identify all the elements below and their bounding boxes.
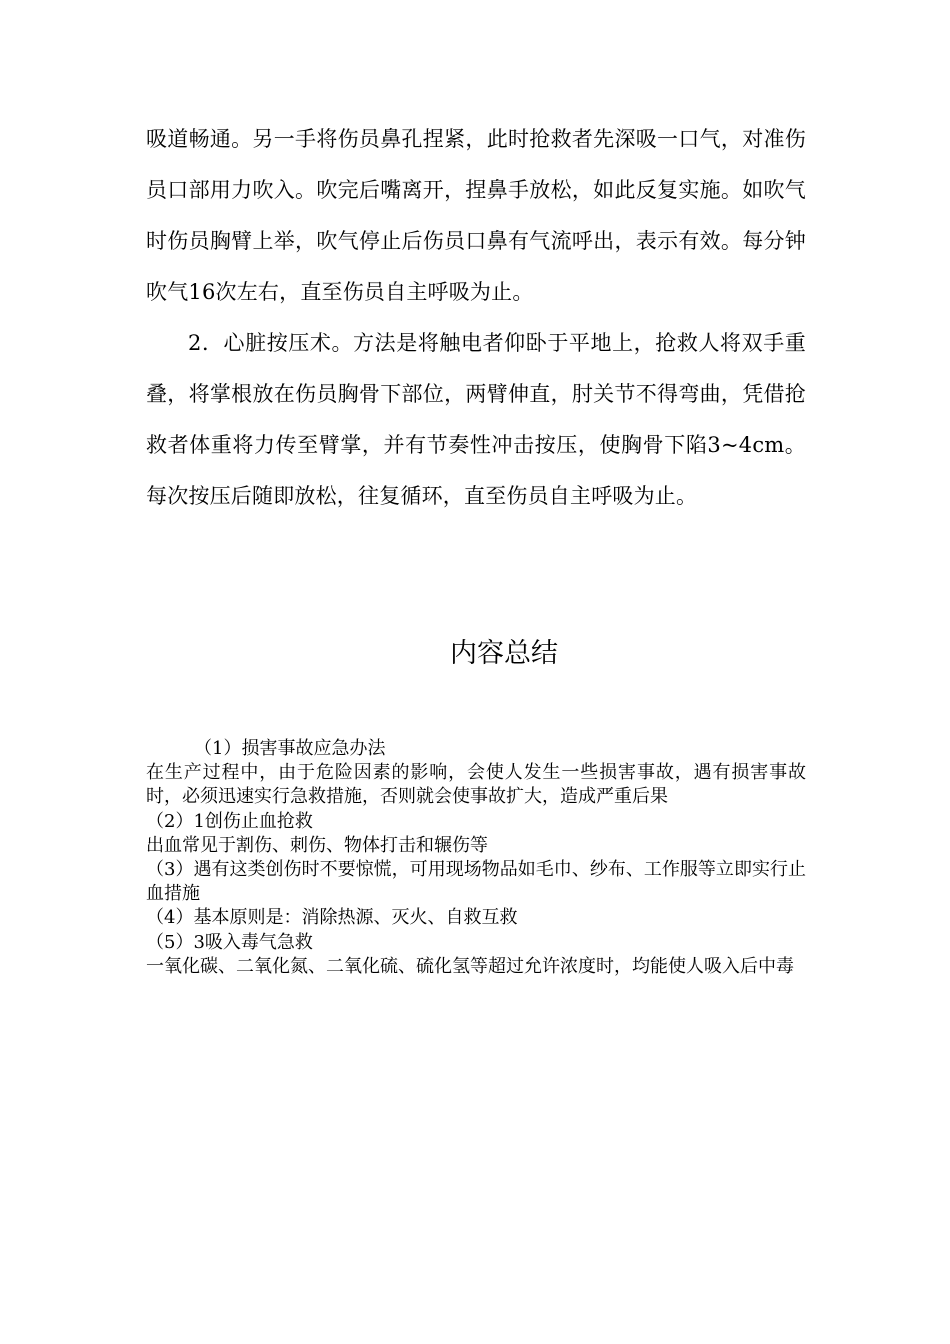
summary-line: 一氧化碳、二氧化氮、二氧化硫、硫化氢等超过允许浓度时，均能使人吸入后中毒	[146, 955, 794, 977]
summary-list	[146, 737, 806, 979]
summary-title: 内容总结	[450, 638, 558, 669]
summary-line: 出血常见于割伤、刺伤、物体打击和辗伤等	[146, 834, 488, 856]
body-text	[146, 114, 806, 522]
paragraph-artificial-respiration: 吸道畅通。另一手将伤员鼻孔捏紧，此时抢救者先深吸一口气，对准伤员口部用力吹入。吹完后嘴离开，捏鼻手放松，如此反复实施。如吹气时伤员胸臂上举，吹气停止后伤员口鼻有气流呼出，表示有效。每分钟吹气16次左右，直至伤员自主呼吸为止。	[146, 127, 806, 304]
paragraph-heart-compression: 2．心脏按压术。方法是将触电者仰卧于平地上，抢救人将双手重叠，将掌根放在伤员胸骨下部位，两臂伸直，肘关节不得弯曲，凭借抢救者体重将力传至臂掌，并有节奏性冲击按压，使胸骨下陷3~4cm。每次按压后随即放松，往复循环，直至伤员自主呼吸为止。	[146, 331, 806, 508]
summary-line: （5）3吸入毒气急救	[146, 931, 313, 953]
summary-line: （2）1创伤止血抢救	[146, 810, 313, 832]
summary-line: 在生产过程中，由于危险因素的影响，会使人发生一些损害事故，遇有损害事故时，必须迅速实行急救措施，否则就会使事故扩大，造成严重后果	[146, 762, 806, 808]
summary-line: （1）损害事故应急办法	[194, 738, 386, 759]
summary-line: （4）基本原则是：消除热源、灭火、自救互救	[146, 907, 518, 929]
summary-line: （3）遇有这类创伤时不要惊慌，可用现场物品如毛巾、纱布、工作服等立即实行止血措施	[146, 859, 806, 905]
